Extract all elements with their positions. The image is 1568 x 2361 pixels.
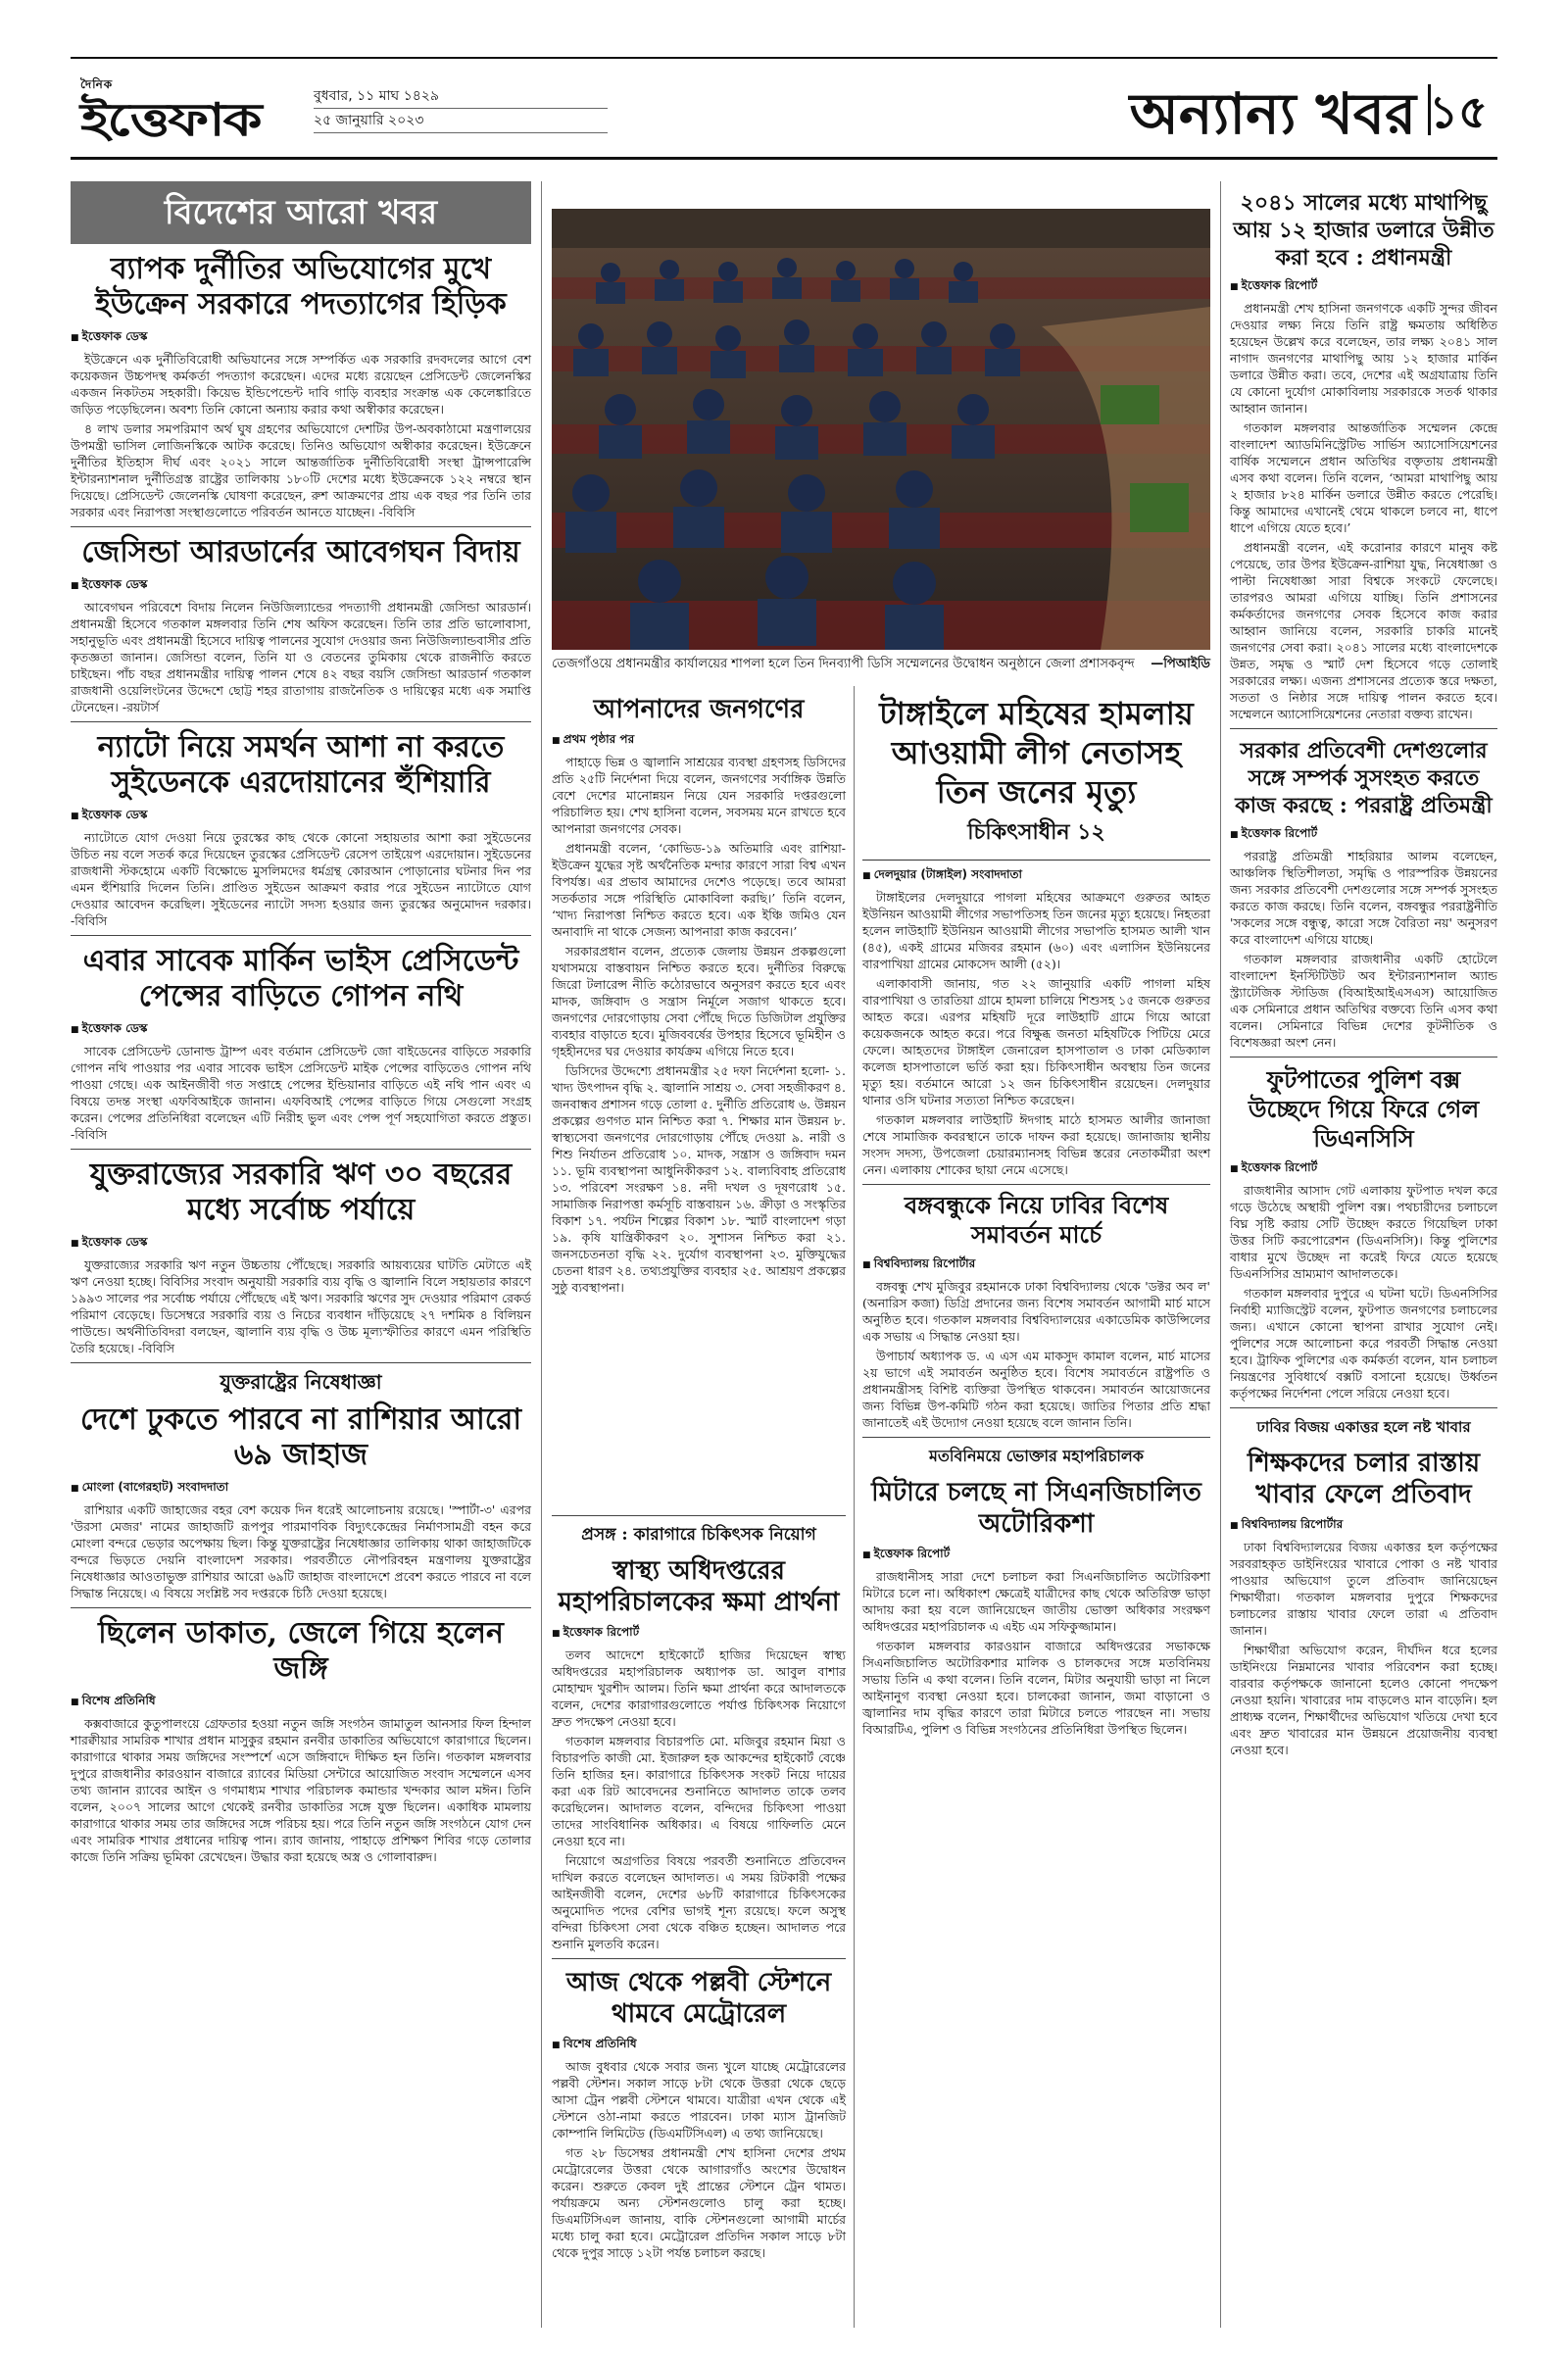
section-banner: বিদেশের আরো খবর	[71, 181, 531, 244]
divider	[71, 721, 531, 722]
byline: ■ দেলদুয়ার (টাঙ্গাইল) সংবাদদাতা	[862, 866, 1210, 886]
photo-caption	[552, 655, 1210, 675]
kicker: যুক্তরাষ্ট্রের নিষেধাজ্ঞা	[220, 1370, 382, 1394]
column-rule	[541, 181, 542, 2328]
headline-cng-meter: মিটারে চলছে না সিএনজিচালিত অটোরিকশা	[871, 1478, 1201, 1539]
paragraph: গত ২৮ ডিসেম্বর প্রধানমন্ত্রী শেখ হাসিনা দেশের প্রথম মেট্রোরেলের উত্তরা থেকে আগারগাঁও অংশের উদ্বোধন করেন। শুরুতে কেবল দুই প্রান্তের স্টেশনে ট্রেন থামত। পর্যায়ক্রমে অন্য স্টেশনগুলোও চালু করা হচ্ছে। ডিএমটিসিএল জানায়, বাকি স্টেশনগুলো আগামী মার্চের মধ্যে চালু করা হবে। মেট্রোরেল প্রতিদিন সকাল সাড়ে ৮টা থেকে দুপুর সাড়ে ১২টা পর্যন্ত চলাচল করছে।	[552, 2145, 846, 2260]
article-body	[1230, 1182, 1497, 1402]
divider	[71, 935, 531, 936]
paragraph: তলব আদেশে হাইকোর্টে হাজির দিয়েছেন স্বাস্থ্য অধিদপ্তরের মহাপরিচালক অধ্যাপক ডা. আবুল বাশার মোহাম্মদ খুরশীদ আলম। তিনি ক্ষমা প্রার্থনা করে আদালতকে বলেন, দেশের কারাগারগুলোতে পর্যাপ্ত চিকিৎসক নিয়োগে দ্রুত পদক্ষেপ নেওয়া হবে।	[552, 1648, 846, 1729]
divider	[71, 1149, 531, 1150]
kicker: ঢাবির বিজয় একাত্তর হলে নষ্ট খাবার	[1256, 1418, 1471, 1436]
article-body	[71, 351, 531, 520]
divider	[71, 526, 531, 527]
byline: ■ ইত্তেফাক ডেস্ক	[71, 328, 531, 348]
byline: ■ ইত্তেফাক ডেস্ক	[71, 1020, 531, 1040]
byline: ■ বিশ্ববিদ্যালয় রিপোর্টার	[862, 1255, 1210, 1275]
headline-nato-sweden: ন্যাটো নিয়ে সমর্থন আশা না করতে সুইডেনকে এরদোয়ানের হুঁশিয়ারি	[97, 730, 505, 800]
article-body	[71, 1256, 531, 1356]
article-body	[862, 889, 1210, 1178]
headline-du-convocation: বঙ্গবন্ধুকে নিয়ে ঢাবির বিশেষ সমাবর্তন মার্চে	[904, 1191, 1169, 1249]
article-body	[552, 754, 846, 1296]
date-bangla: বুধবার, ১১ মাঘ ১৪২৯	[314, 84, 608, 109]
paragraph: গতকাল মঙ্গলবার দুপুরে এ ঘটনা ঘটে। ডিএনসিসির নির্বাহী ম্যাজিস্ট্রেট বলেন, ফুটপাত জনগণের চলাচলের জন্য। এখানে কোনো স্থাপনা রাখার সুযোগ নেই। পুলিশের সঙ্গে আলোচনা করে পরবর্তী সিদ্ধান্ত নেওয়া হবে। ট্রাফিক পুলিশের এক কর্মকর্তা বলেন, যান চলাচল নিয়ন্ত্রণের সুবিধার্থে বক্সটি বসানো হয়েছে। উর্ধ্বতন কর্তৃপক্ষের নির্দেশনা পেলে সরিয়ে নেওয়া হবে।	[1230, 1286, 1497, 1401]
paragraph: ঢাকা বিশ্ববিদ্যালয়ের বিজয় একাত্তর হল কর্তৃপক্ষের সরবরাহকৃত ডাইনিংয়ের খাবারে পোকা ও নষ্ট খাবার পাওয়ার অভিযোগ তুলে প্রতিবাদ জানিয়েছেন শিক্ষার্থীরা। গতকাল মঙ্গলবার দুপুরে শিক্ষকদের চলাচলের রাস্তায় খাবার ফেলে তারা এ প্রতিবাদ জানান।	[1230, 1540, 1497, 1638]
paragraph: এলাকাবাসী জানায়, গত ২২ জানুয়ারি একটি পাগলা মহিষ বারপাখিয়া ও তারতিয়া গ্রামে হামলা চালিয়ে শিশুসহ ১৫ জনকে গুরুতর আহত করে। এরপর মহিষটি দূরে লাউহাটি গ্রামে গিয়ে আরো কয়েকজনকে আহত করে। পরে বিক্ষুব্ধ জনতা মহিষটিকে পিটিয়ে মেরে ফেলে। আহতদের টাঙ্গাইল জেনারেল হাসপাতাল ও ঢাকা মেডিক্যাল কলেজ হাসপাতালে ভর্তি করা হয়। চিকিৎসাধীন অবস্থায় তিন জনের মৃত্যু হয়। বর্তমানে আরো ১২ জন চিকিৎসাধীন রয়েছেন। দেলদুয়ার থানার ওসি ঘটনার সত্যতা নিশ্চিত করেছেন।	[862, 976, 1210, 1107]
divider	[1230, 1407, 1497, 1408]
paragraph: প্রধানমন্ত্রী বলেন, এই করোনার কারণে মানুষ কষ্ট পেয়েছে, তার উপর ইউক্রেন-রাশিয়া যুদ্ধ, নিষেধাজ্ঞা ও পাল্টা নিষেধাজ্ঞা সারা বিশ্বকে সংকটে ফেলেছে। তারপরও আমরা এগিয়ে যাচ্ছি। তিনি প্রশাসনের কর্মকর্তাদের জনগণের সেবক হিসেবে কাজ করার আহ্বান জানিয়ে বলেন, সরকারি চাকরি মানেই জনগণের সেবা করা। ২০৪১ সালের মধ্যে বাংলাদেশকে উন্নত, সমৃদ্ধ ও স্মার্ট দেশ হিসেবে গড়ে তোলাই সরকারের লক্ষ্য। এজন্য প্রশাসনের প্রত্যেক স্তরে দক্ষতা, সততা ও নিষ্ঠার সঙ্গে দায়িত্ব পালন করতে হবে। সম্মেলনে অ্যাসোসিয়েশনের নেতারা বক্তব্য রাখেন।	[1230, 540, 1497, 721]
byline: ■ বিশেষ প্রতিনিধি	[552, 2036, 846, 2055]
paragraph: গতকাল মঙ্গলবার কারওয়ান বাজারে অধিদপ্তরের সভাকক্ষে সিএনজিচালিত অটোরিকশার মালিক ও চালকদের সঙ্গে মতবিনিময় সভায় তিনি এ কথা বলেন। তিনি বলেন, মিটার অনুযায়ী ভাড়া না নিলে আইনানুগ ব্যবস্থা নেওয়া হবে। চালকেরা জানান, জমা বাড়ানো ও জ্বালানির দাম বৃদ্ধির কারণে তারা মিটারে চলতে পারছেন না। সভায় বিআরটিএ, পুলিশ ও বিভিন্ন সংগঠনের প্রতিনিধিরা উপস্থিত ছিলেন।	[862, 1639, 1210, 1737]
paragraph: আজ বুধবার থেকে সবার জন্য খুলে যাচ্ছে মেট্রোরেলের পল্লবী স্টেশন। সকাল সাড়ে ৮টা থেকে উত্তরা থেকে ছেড়ে আসা ট্রেন পল্লবী স্টেশনে থামবে। যাত্রীরা এখন থেকে এই স্টেশনে ওঠা-নামা করতে পারবেন। ঢাকা ম্যাস ট্রানজিট কোম্পানি লিমিটেড (ডিএমটিসিএল) এ তথ্য জানিয়েছে।	[552, 2059, 846, 2140]
newspaper-logo	[80, 76, 281, 146]
caption-text: তেজগাঁওয়ে প্রধানমন্ত্রীর কার্যালয়ের শাপলা হলে তিন দিনব্যাপী ডিসি সম্মেলনের উদ্বোধন অনুষ্ঠানে জেলা প্রশাসকবৃন্দ	[552, 657, 1135, 671]
paragraph: সরকারপ্রধান বলেন, প্রত্যেক জেলায় উন্নয়ন প্রকল্পগুলো যথাসময়ে বাস্তবায়ন নিশ্চিত করতে হবে। দুর্নীতির বিরুদ্ধে জিরো টলারেন্স নীতি কঠোরভাবে অনুসরণ করতে হবে এবং মাদক, জঙ্গিবাদ ও সন্ত্রাস নির্মূলে সজাগ থাকতে হবে। জনগণের দোরগোড়ায় সেবা পৌঁছে দিতে ডিজিটাল প্রযুক্তির ব্যবহার বাড়াতে হবে। মুজিববর্ষের উপহার হিসেবে ভূমিহীন ও গৃহহীনদের ঘর দেওয়ার কার্যক্রম এগিয়ে নিতে হবে।	[552, 944, 846, 1058]
article-body	[71, 1043, 531, 1143]
lead-headline-box	[862, 694, 1210, 861]
paragraph: গতকাল মঙ্গলবার আন্তর্জাতিক সম্মেলন কেন্দ্রে বাংলাদেশ অ্যাডমিনিস্ট্রেটিভ সার্ভিস অ্যাসোসিয়েশনের বার্ষিক সম্মেলনে প্রধান অতিথির বক্তৃতায় প্রধানমন্ত্রী এসব কথা বলেন। তিনি বলেন, ‘আমরা মাথাপিছু আয় ২ হাজার ৮২৪ মার্কিন ডলারে উন্নীত করতে পেরেছি। কিন্তু আমাদের এখানেই থেমে থাকলে চলবে না, ধাপে ধাপে এগিয়ে যেতে হবে।’	[1230, 420, 1497, 535]
byline: ■ ইত্তেফাক রিপোর্ট	[1230, 825, 1497, 845]
divider	[552, 1515, 846, 1516]
divider	[1230, 728, 1497, 729]
middle-column-b	[862, 686, 1210, 1741]
photo-illustration	[552, 209, 1210, 650]
headline-pence: এবার সাবেক মার্কিন ভাইস প্রেসিডেন্ট পেন্সের বাড়িতে গোপন নথি	[82, 944, 519, 1013]
paragraph: টাঙ্গাইলের দেলদুয়ারে পাগলা মহিষের আক্রমণে গুরুতর আহত ইউনিয়ন আওয়ামী লীগের সভাপতিসহ তিন জনের মৃত্যু হয়েছে। নিহতরা হলেন লাউহাটি ইউনিয়ন আওয়ামী লীগের সভাপতি হাসমত আলী খান (৪৫), একই গ্রামের মজিবর রহমান (৬০) এবং এলাসিন ইউনিয়নের বারপাখিয়া গ্রামের মোকসেদ আলী (৫২)।	[862, 890, 1210, 971]
paragraph: ন্যাটোতে যোগ দেওয়া নিয়ে তুরস্কের কাছ থেকে কোনো সহায়তার আশা করা সুইডেনের উচিত নয় বলে সতর্ক করে দিয়েছেন তুরস্কের প্রেসিডেন্ট রেসেপ তাইয়েপ এরদোয়ান। সুইডেনের রাজধানী স্টকহোমে একটি বিক্ষোভে মুসলিমদের ধর্মগ্রন্থ কোরআন পোড়ানোর ঘটনার দিন পর এমন হুঁশিয়ারি দিলেন তিনি। প্রাণ্ডিত সুইডেন আক্রমণ করার পরে সুইডেন ন্যাটোতে যোগ দেওয়ার আবেদন করেছিল। সুইডেনের ন্যাটো সদস্য হওয়ার জন্য তুরস্কের অনুমোদন দরকার। -বিবিসি	[71, 830, 531, 928]
paragraph: ৪ লাখ ডলার সমপরিমাণ অর্থ ঘুষ গ্রহণের অভিযোগে দেশটির উপ-অবকাঠামো মন্ত্রণালয়ের উপমন্ত্রী ভাসিল লোজিনস্কিকে আটক করেছে। তিনিও অভিযোগ অস্বীকার করেছেন। ইউক্রেনে দুর্নীতির ইতিহাস দীর্ঘ এবং ২০২১ সালে আন্তর্জাতিক দুর্নীতিবিরোধী সংস্থা ট্রান্সপারেন্সি ইন্টারন্যাশনাল দুর্নীতিগ্রস্ত রাষ্ট্রের তালিকায় ১৮০টি দেশের মধ্যে ইউক্রেনকে ১২২ নম্বরে স্থান দিয়েছে। প্রেসিডেন্ট জেলেনস্কি ঘোষণা করেছেন, রুশ আক্রমণের প্রায় এক বছর পর তিনি তার সরকার এবং নিরাপত্তা সংস্থাগুলোতে পরিবর্তন আনতে যাচ্ছেন। -বিবিসি	[71, 421, 531, 519]
column-rule	[1220, 181, 1221, 2328]
byline: ■ ইত্তেফাক রিপোর্ট	[862, 1546, 1210, 1565]
divider	[552, 1958, 846, 1959]
paragraph: বঙ্গবন্ধু শেখ মুজিবুর রহমানকে ঢাকা বিশ্ববিদ্যালয় থেকে 'ডক্টর অব ল' (অনারিস কজা) ডিগ্রি প্রদানের জন্য বিশেষ সমাবর্তন আগামী মার্চ মাসে অনুষ্ঠিত হবে। গতকাল মঙ্গলবার বিশ্ববিদ্যালয়ের একাডেমিক কাউন্সিলের এক সভায় এ সিদ্ধান্ত নেওয়া হয়।	[862, 1279, 1210, 1344]
divider	[1230, 1057, 1497, 1058]
article-body	[552, 2058, 846, 2261]
headline-neighbours: সরকার প্রতিবেশী দেশগুলোর সঙ্গে সম্পর্ক সুসংহত করতে কাজ করছে : পররাষ্ট্র প্রতিমন্ত্রী	[1235, 738, 1493, 818]
paragraph: প্রধানমন্ত্রী শেখ হাসিনা জনগণকে একটি সুন্দর জীবন দেওয়ার লক্ষ্য নিয়ে তিনি রাষ্ট্র ক্ষমতায় অধিষ্ঠিত হয়েছেন উল্লেখ করে বলেছেন, তার লক্ষ্য ২০৪১ সাল নাগাদ জনগণের মাথাপিছু আয় ১২ হাজার মার্কিন ডলারে উন্নীত করা। তবে, দেশের এই অগ্রযাত্রায় তিনি যে কোনো দুর্যোগ মোকাবিলায় সরকারকে সতর্ক থাকার আহ্বান জানান।	[1230, 301, 1497, 416]
article-body	[862, 1568, 1210, 1738]
dc-conference-photo	[552, 209, 1210, 650]
divider	[862, 1184, 1210, 1185]
byline: ■ ইত্তেফাক ডেস্ক	[71, 1234, 531, 1254]
byline: ■ মোংলা (বাগেরহাট) সংবাদদাতা	[71, 1479, 531, 1499]
headline-police-box: ফুটপাতের পুলিশ বক্স উচ্ছেদে গিয়ে ফিরে গেল ডিএনসিসি	[1248, 1065, 1480, 1153]
headline-health-dg: স্বাস্থ্য অধিদপ্তরের মহাপরিচালকের ক্ষমা প্রার্থনা	[558, 1556, 840, 1617]
paragraph: রাশিয়ার একটি জাহাজের বহর বেশ কয়েক দিন ধরেই আলোচনায় রয়েছে। 'স্পার্টা-৩' এরপর 'উরসা মেজর' নামের জাহাজটি রূপপুর পারমাণবিক বিদ্যুৎকেন্দ্রের নির্মাণসামগ্রী বহন করে মোংলা বন্দরে ভেড়ার অপেক্ষায় ছিল। কিন্তু যুক্তরাষ্ট্রের নিষেধাজ্ঞার তালিকায় থাকা জাহাজটিকে বন্দরে ভিড়তে দেয়নি বাংলাদেশ সরকার। পরবর্তীতে নৌপরিবহন মন্ত্রণালয় যুক্তরাষ্ট্রের নিষেধাজ্ঞার আওতাভুক্ত রাশিয়ার আরো ৬৯টি জাহাজ বাংলাদেশে প্রবেশ করতে পারবে না বলে সিদ্ধান্ত নিয়েছে। এ বিষয়ে সংশ্লিষ্ট সব দপ্তরকে চিঠি দেওয়া হয়েছে।	[71, 1502, 531, 1600]
paragraph: শিক্ষার্থীরা অভিযোগ করেন, দীর্ঘদিন ধরে হলের ডাইনিংয়ে নিম্নমানের খাবার পরিবেশন করা হচ্ছে। বারবার কর্তৃপক্ষকে জানানো হলেও কোনো পদক্ষেপ নেওয়া হয়নি। খাবারের দাম বাড়লেও মান বাড়েনি। হল প্রাধ্যক্ষ বলেন, শিক্ষার্থীদের অভিযোগ খতিয়ে দেখা হবে এবং দ্রুত খাবারের মান উন্নয়নে প্রয়োজনীয় ব্যবস্থা নেওয়া হবে।	[1230, 1643, 1497, 1757]
byline: ■ ইত্তেফাক ডেস্ক	[71, 807, 531, 826]
dateline	[314, 84, 608, 133]
article-body	[1230, 848, 1497, 1051]
date-english: ২৫ জানুয়ারি ২০২৩	[314, 109, 608, 133]
paragraph: রাজধানীর আসাদ গেট এলাকায় ফুটপাত দখল করে গড়ে উঠেছে অস্থায়ী পুলিশ বক্স। পথচারীদের চলাচলে বিঘ্ন সৃষ্টি করায় সেটি উচ্ছেদ করতে গিয়েছিল ঢাকা উত্তর সিটি করপোরেশন (ডিএনসিসি)। কিন্তু পুলিশের বাধার মুখে উচ্ছেদ না করেই ফিরে যেতে হয়েছে ডিএনসিসির ভ্রাম্যমাণ আদালতকে।	[1230, 1183, 1497, 1281]
paragraph: যুক্তরাজ্যের সরকারি ঋণ নতুন উচ্চতায় পৌঁছেছে। সরকারি আয়ব্যয়ের ঘাটতি মেটাতে এই ঋণ নেওয়া হচ্ছে। বিবিসির সংবাদ অনুযায়ী সরকারি ব্যয় বৃদ্ধি ও জ্বালানি বিলে সহায়তার কারণে ১৯৯৩ সালের পর সর্বোচ্চ পর্যায়ে পৌঁছেছে এই ঋণ। সরকারি ঋণের সুদ দেওয়ার পরিমাণ রেকর্ড পরিমাণ বেড়েছে। ডিসেম্বরে সরকারি ব্যয় ও নিচের ব্যবধান দাঁড়িয়েছে ২৭ দশমিক ৪ বিলিয়ন পাউন্ডে। অর্থনীতিবিদরা বলছেন, জ্বালানি ব্যয় বৃদ্ধি ও উচ্চ মূল্যস্ফীতির কারণে এমন পরিস্থিতি তৈরি হয়েছে। -বিবিসি	[71, 1257, 531, 1355]
byline: ■ ইত্তেফাক ডেস্ক	[71, 576, 531, 596]
right-column	[1230, 181, 1497, 1761]
paragraph: ডিসিদের উদ্দেশ্যে প্রধানমন্ত্রীর ২৫ দফা নির্দেশনা হলো- ১. খাদ্য উৎপাদন বৃদ্ধি ২. জ্বালানি সাশ্রয় ৩. সেবা সহজীকরণ ৪. জনবান্ধব প্রশাসন গড়ে তোলা ৫. দুর্নীতি প্রতিরোধ ৬. উন্নয়ন প্রকল্পের গুণগত মান নিশ্চিত করা ৭. শিক্ষার মান উন্নয়ন ৮. স্বাস্থ্যসেবা জনগণের দোরগোড়ায় পৌঁছে দেওয়া ৯. নারী ও শিশু নির্যাতন প্রতিরোধ ১০. মাদক, সন্ত্রাস ও জঙ্গিবাদ দমন ১১. ভূমি ব্যবস্থাপনা আধুনিকীকরণ ১২. বাল্যবিবাহ প্রতিরোধ ১৩. পরিবেশ সংরক্ষণ ১৪. নদী দখল ও দূষণরোধ ১৫. সামাজিক নিরাপত্তা কর্মসূচি বাস্তবায়ন ১৬. ক্রীড়া ও সংস্কৃতির বিকাশ ১৭. পর্যটন শিল্পের বিকাশ ১৮. স্মার্ট বাংলাদেশ গড়া ১৯. কৃষি যান্ত্রিকীকরণ ২০. সুশাসন নিশ্চিত করা ২১. জনসচেতনতা বৃদ্ধি ২২. দুর্যোগ ব্যবস্থাপনা ২৩. মুক্তিযুদ্ধের চেতনা ধারণ ২৪. তথ্যপ্রযুক্তির ব্যবহার ২৫. আশ্রয়ণ প্রকল্পের সুষ্ঠু ব্যবস্থাপনা।	[552, 1063, 846, 1295]
paragraph: গতকাল মঙ্গলবার লাউহাটি ঈদগাহ মাঠে হাসমত আলীর জানাজা শেষে সামাজিক কবরস্থানে তাকে দাফন করা হয়েছে। জানাজায় স্থানীয় সংসদ সদস্য, উপজেলা চেয়ারম্যানসহ বিভিন্ন স্তরের নেতাকর্মীরা অংশ নেন। এলাকায় শোকের ছায়া নেমে এসেছে।	[862, 1112, 1210, 1177]
headline-tangail: টাঙ্গাইলে মহিষের হামলায় আওয়ামী লীগ নেতাসহ তিন জনের মৃত্যু	[879, 695, 1194, 811]
paragraph: গতকাল মঙ্গলবার রাজধানীর একটি হোটেলে বাংলাদেশ ইনস্টিটিউট অব ইন্টারন্যাশনাল অ্যান্ড স্ট্র্যাটেজিক স্টাডিজ (বিআইআইএসএস) আয়োজিত এক সেমিনারে প্রধান অতিথির বক্তব্যে তিনি এসব কথা বলেন। সেমিনারে বিভিন্ন দেশের কূটনীতিক ও বিশেষজ্ঞরা অংশ নেন।	[1230, 952, 1497, 1050]
page-number: ১৫	[1429, 85, 1488, 138]
article-body	[71, 1715, 531, 1865]
paragraph: পাহাড়ে ভিন্ন ও জ্বালানি সাশ্রয়ের ব্যবস্থা গ্রহণসহ ডিসিদের প্রতি ২৫টি নির্দেশনা দিয়ে বলেন, জনগণের সর্বাঙ্গিক উন্নতি বেশে দেশের মানোন্নয়ন নিয়ে যেন সরকারি দপ্তরগুলো পরিচালিত হয়। শেখ হাসিনা বলেন, সবসময় মনে রাখতে হবে আপনারা জনগণের সেবক।	[552, 755, 846, 836]
paragraph: ইউক্রেনে এক দুর্নীতিবিরোধী অভিযানের সঙ্গে সম্পর্কিত এক সরকারি রদবদলের আগে বেশ কয়েকজন উচ্চপদস্থ কর্মকর্তা পদত্যাগ করেছেন। এদের মধ্যে রয়েছেন প্রেসিডেন্ট জেলেনস্কির একজন নিকটতম সহকারী। কিয়েভ ইন্ডিপেন্ডেন্ট দাবি গাড়ি ব্যবহার সংক্রান্ত এক কেলেঙ্কারিতে জড়িত পড়েছিলেন। অবশ্য তিনি কোনো অন্যায় করার কথা অস্বীকার করেছেন।	[71, 352, 531, 417]
column-rule	[854, 686, 855, 2328]
paragraph: প্রধানমন্ত্রী বলেন, ‘কোভিড-১৯ অতিমারি এবং রাশিয়া-ইউক্রেন যুদ্ধের সৃষ্ট অর্থনৈতিক মন্দার কারণে সারা বিশ্ব এখন বিপর্যস্ত। এর প্রভাব আমাদের দেশেও পড়েছে। তবে আমরা সতর্কতার সঙ্গে পরিস্থিতি মোকাবিলা করছি।’ তিনি বলেন, ‘খাদ্য নিরাপত্তা নিশ্চিত করতে হবে। এক ইঞ্চি জমিও যেন অনাবাদি না থাকে সেজন্য আপনারা কাজ করবেন।’	[552, 841, 846, 939]
headline-du-food: শিক্ষকদের চলার রাস্তায় খাবার ফেলে প্রতিবাদ	[1247, 1449, 1481, 1509]
headline-robber-militant: ছিলেন ডাকাত, জেলে গিয়ে হলেন জঙ্গি	[98, 1616, 504, 1686]
headline-russian-ships: দেশে ঢুকতে পারবে না রাশিয়ার আরো ৬৯ জাহাজ	[79, 1402, 522, 1472]
divider	[862, 1437, 1210, 1438]
kicker: মতবিনিময়ে ভোক্তার মহাপরিচালক	[929, 1447, 1144, 1465]
article-body	[71, 1501, 531, 1601]
paragraph: সাবেক প্রেসিডেন্ট ডোনাল্ড ট্রাম্প এবং বর্তমান প্রেসিডেন্ট জো বাইডেনের বাড়িতে সরকারি গোপন নথি পাওয়ার পর এবার সাবেক ভাইস প্রেসিডেন্ট মাইক পেন্সের বাড়িতেও গোপন নথি পাওয়া গেছে। এক আইনজীবী গত সপ্তাহে পেন্সের ইন্ডিয়ানার বাড়িতে এই নথি পান এবং এ বিষয়ে তদন্ত সংস্থা এফবিআইকে জানান। এফবিআই পেন্সের বাড়িতে গিয়ে সেগুলো সংগ্রহ করেন। পেন্সের প্রতিনিধিরা বলেছেন এটি নিরীহ ভুল এবং পেন্স পূর্ণ সহযোগিতা করতে প্রস্তুত। -বিবিসি	[71, 1044, 531, 1142]
paragraph: কক্সবাজারে কুতুপালংয়ে গ্রেফতার হওয়া নতুন জঙ্গি সংগঠন জামাতুল আনসার ফিল হিন্দাল শারক্বীয়ার সামরিক শাখার প্রধান মাসুকুর রহমান রনবীর ডাকাতির অভিযোগে কারাগারে ছিলেন। কারাগারে থাকার সময় জঙ্গিদের সংস্পর্শে এসে জঙ্গিবাদে দীক্ষিত হন তিনি। গতকাল মঙ্গলবার দুপুরে রাজধানীর কারওয়ান বাজারে র‍্যাবের মিডিয়া সেন্টারে আয়োজিত সংবাদ সম্মেলনে এসব তথ্য জানান র‍্যাবের আইন ও গণমাধ্যম শাখার পরিচালক কমান্ডার খন্দকার আল মঈন। তিনি বলেন, ২০০৭ সালের আগে থেকেই রনবীর ডাকাতির সঙ্গে যুক্ত ছিলেন। একাধিক মামলায় কারাগারে থাকার সময় তার জঙ্গিদের সঙ্গে পরিচয় হয়। পরে তিনি নতুন জঙ্গি সংগঠনে যোগ দেন এবং সামরিক শাখার প্রধানের দায়িত্ব পান। র‍্যাব জানায়, পাহাড়ে প্রশিক্ষণ শিবির গড়ে তোলার কাজে তিনি সক্রিয় ভূমিকা রেখেছেন। উদ্ধার করা হয়েছে অস্ত্র ও গোলাবারুদ।	[71, 1716, 531, 1864]
article-body	[1230, 300, 1497, 722]
jump-line: ■ প্রথম পৃষ্ঠার পর	[552, 731, 846, 751]
article-body	[1230, 1539, 1497, 1758]
article-body	[862, 1278, 1210, 1431]
top-rule	[71, 57, 1497, 59]
paragraph: রাজধানীসহ সারা দেশে চলাচল করা সিএনজিচালিত অটোরিকশা মিটারে চলে না। অধিকাংশ ক্ষেত্রেই যাত্রীদের কাছ থেকে অতিরিক্ত ভাড়া আদায় করা হয় বলে জানিয়েছেন জাতীয় ভোক্তা অধিকার সংরক্ষণ অধিদপ্তরের মহাপরিচালক এ এইচ এম সফিকুজ্জামান।	[862, 1569, 1210, 1634]
kicker: প্রসঙ্গ : কারাগারে চিকিৎসক নিয়োগ	[581, 1525, 816, 1545]
section-title: অন্যান্য খবর	[1129, 80, 1416, 147]
byline: ■ ইত্তেফাক রিপোর্ট	[1230, 1159, 1497, 1179]
headline-metro-pallabi: আজ থেকে পল্লবী স্টেশনে থামবে মেট্রোরেল	[565, 1968, 832, 2029]
logo-name: ইত্তেফাক	[80, 93, 261, 146]
headline-sub: চিকিৎসাধীন ১২	[967, 819, 1105, 845]
article-body	[552, 1647, 846, 1952]
byline: ■ বিশেষ প্রতিনিধি	[71, 1693, 531, 1712]
paragraph: পররাষ্ট্র প্রতিমন্ত্রী শাহরিয়ার আলম বলেছেন, আঞ্চলিক স্থিতিশীলতা, সমৃদ্ধি ও পারস্পরিক উন্নয়নের জন্য সরকার প্রতিবেশী দেশগুলোর সঙ্গে সম্পর্ক সুসংহত করতে কাজ করছে। তিনি বলেন, বঙ্গবন্ধুর পররাষ্ট্রনীতি 'সকলের সঙ্গে বন্ধুত্ব, কারো সঙ্গে বৈরিতা নয়' অনুসরণ করে বাংলাদেশ এগিয়ে যাচ্ছে।	[1230, 849, 1497, 947]
divider	[71, 1607, 531, 1608]
logo-small-text: দৈনিক	[80, 77, 114, 91]
article-body	[71, 599, 531, 715]
headline-ardern: জেসিন্ডা আরডার্নের আবেগঘন বিদায়	[81, 535, 520, 569]
headline-uk-debt: যুক্তরাজ্যের সরকারি ঋণ ৩০ বছরের মধ্যে সর্বোচ্চ পর্যায়ে	[89, 1157, 513, 1227]
byline: ■ বিশ্ববিদ্যালয় রিপোর্টার	[1230, 1516, 1497, 1536]
byline: ■ ইত্তেফাক রিপোর্ট	[1230, 277, 1497, 297]
headline-ukraine: ব্যাপক দুর্নীতির অভিযোগের মুখে ইউক্রেন সরকারে পদত্যাগের হিড়িক	[95, 252, 507, 321]
middle-column-a-lower	[552, 1509, 846, 2264]
byline: ■ ইত্তেফাক রিপোর্ট	[552, 1624, 846, 1644]
paragraph: গতকাল মঙ্গলবার বিচারপতি মো. মজিবুর রহমান মিয়া ও বিচারপতি কাজী মো. ইজারুল হক আকন্দের হাইকোর্ট বেঞ্চে তিনি হাজির হন। কারাগারে চিকিৎসক সংকট নিয়ে দায়ের করা এক রিট আবেদনের শুনানিতে আদালত তাকে তলব করেছিলেন। আদালত বলেন, বন্দিদের চিকিৎসা পাওয়া তাদের সাংবিধানিক অধিকার। এ বিষয়ে গাফিলতি মেনে নেওয়া হবে না।	[552, 1734, 846, 1848]
article-body	[71, 829, 531, 929]
masthead-rule	[71, 157, 1497, 160]
middle-column-a	[552, 686, 846, 1299]
paragraph: নিয়োগে অগ্রগতির বিষয়ে পরবর্তী শুনানিতে প্রতিবেদন দাখিল করতে বলেছেন আদালত। এ সময় রিটকারী পক্ষের আইনজীবী বলেন, দেশের ৬৮টি কারাগারে চিকিৎসকের অনুমোদিত পদের বেশির ভাগই শূন্য রয়েছে। ফলে অসুস্থ বন্দিরা চিকিৎসা সেবা থেকে বঞ্চিত হচ্ছেন। আদালত পরে শুনানি মুলতবি করেন।	[552, 1853, 846, 1951]
divider	[71, 1362, 531, 1363]
headline-per-capita: ২০৪১ সালের মধ্যে মাথাপিছু আয় ১২ হাজার ডলারে উন্নীত করা হবে : প্রধানমন্ত্রী	[1233, 190, 1494, 271]
paragraph: উপাচার্য অধ্যাপক ড. এ এস এম মাকসুদ কামাল বলেন, মার্চ মাসের ২য় ভাগে এই সমাবর্তন অনুষ্ঠিত হবে। বিশেষ সমাবর্তনে রাষ্ট্রপতি ও প্রধানমন্ত্রীসহ বিশিষ্ট ব্যক্তিরা উপস্থিত থাকবেন। সমাবর্তন আয়োজনের জন্য বিভিন্ন উপ-কমিটি গঠন করা হয়েছে। জাতির পিতার প্রতি শ্রদ্ধা জানাতেই এই উদ্যোগ নেওয়া হয়েছে বলে জানান তিনি।	[862, 1349, 1210, 1430]
paragraph: আবেগঘন পরিবেশে বিদায় নিলেন নিউজিল্যান্ডের পদত্যাগী প্রধানমন্ত্রী জেসিন্ডা আরডার্ন। প্রধানমন্ত্রী হিসেবে গতকাল মঙ্গলবার তিনি শেষ অফিস করেছেন। তিনি তার প্রতি ভালোবাসা, সহানুভূতি এবং প্রধানমন্ত্রী হিসেবে দায়িত্ব পালনের সুযোগ দেওয়ার জন্য নিউজিল্যান্ডবাসীর প্রতি কৃতজ্ঞতা জানান। জেসিন্ডা বলেন, তিনি যা ও বেতনের তুমিকায় থেকে রাজনীতি করতে চাইছেন। পাঁচ বছর প্রধানমন্ত্রীর দায়িত্ব পালন শেষে ৪২ বছর বয়সি জেসিন্ডা আরডার্ন গতকাল রাজধানী ওয়েলিংটনের উদ্দেশে ছোট্ট শহর রাতাগায় রাজনৈতিক ও দায়িত্বের মধ্যে এক সমাপ্তি টেনেছেন। -রয়টার্স	[71, 600, 531, 714]
left-column	[71, 181, 531, 1868]
photo-credit: —পিআইডি	[1151, 657, 1210, 671]
headline-pm-dc: আপনাদের জনগণের	[593, 695, 805, 724]
